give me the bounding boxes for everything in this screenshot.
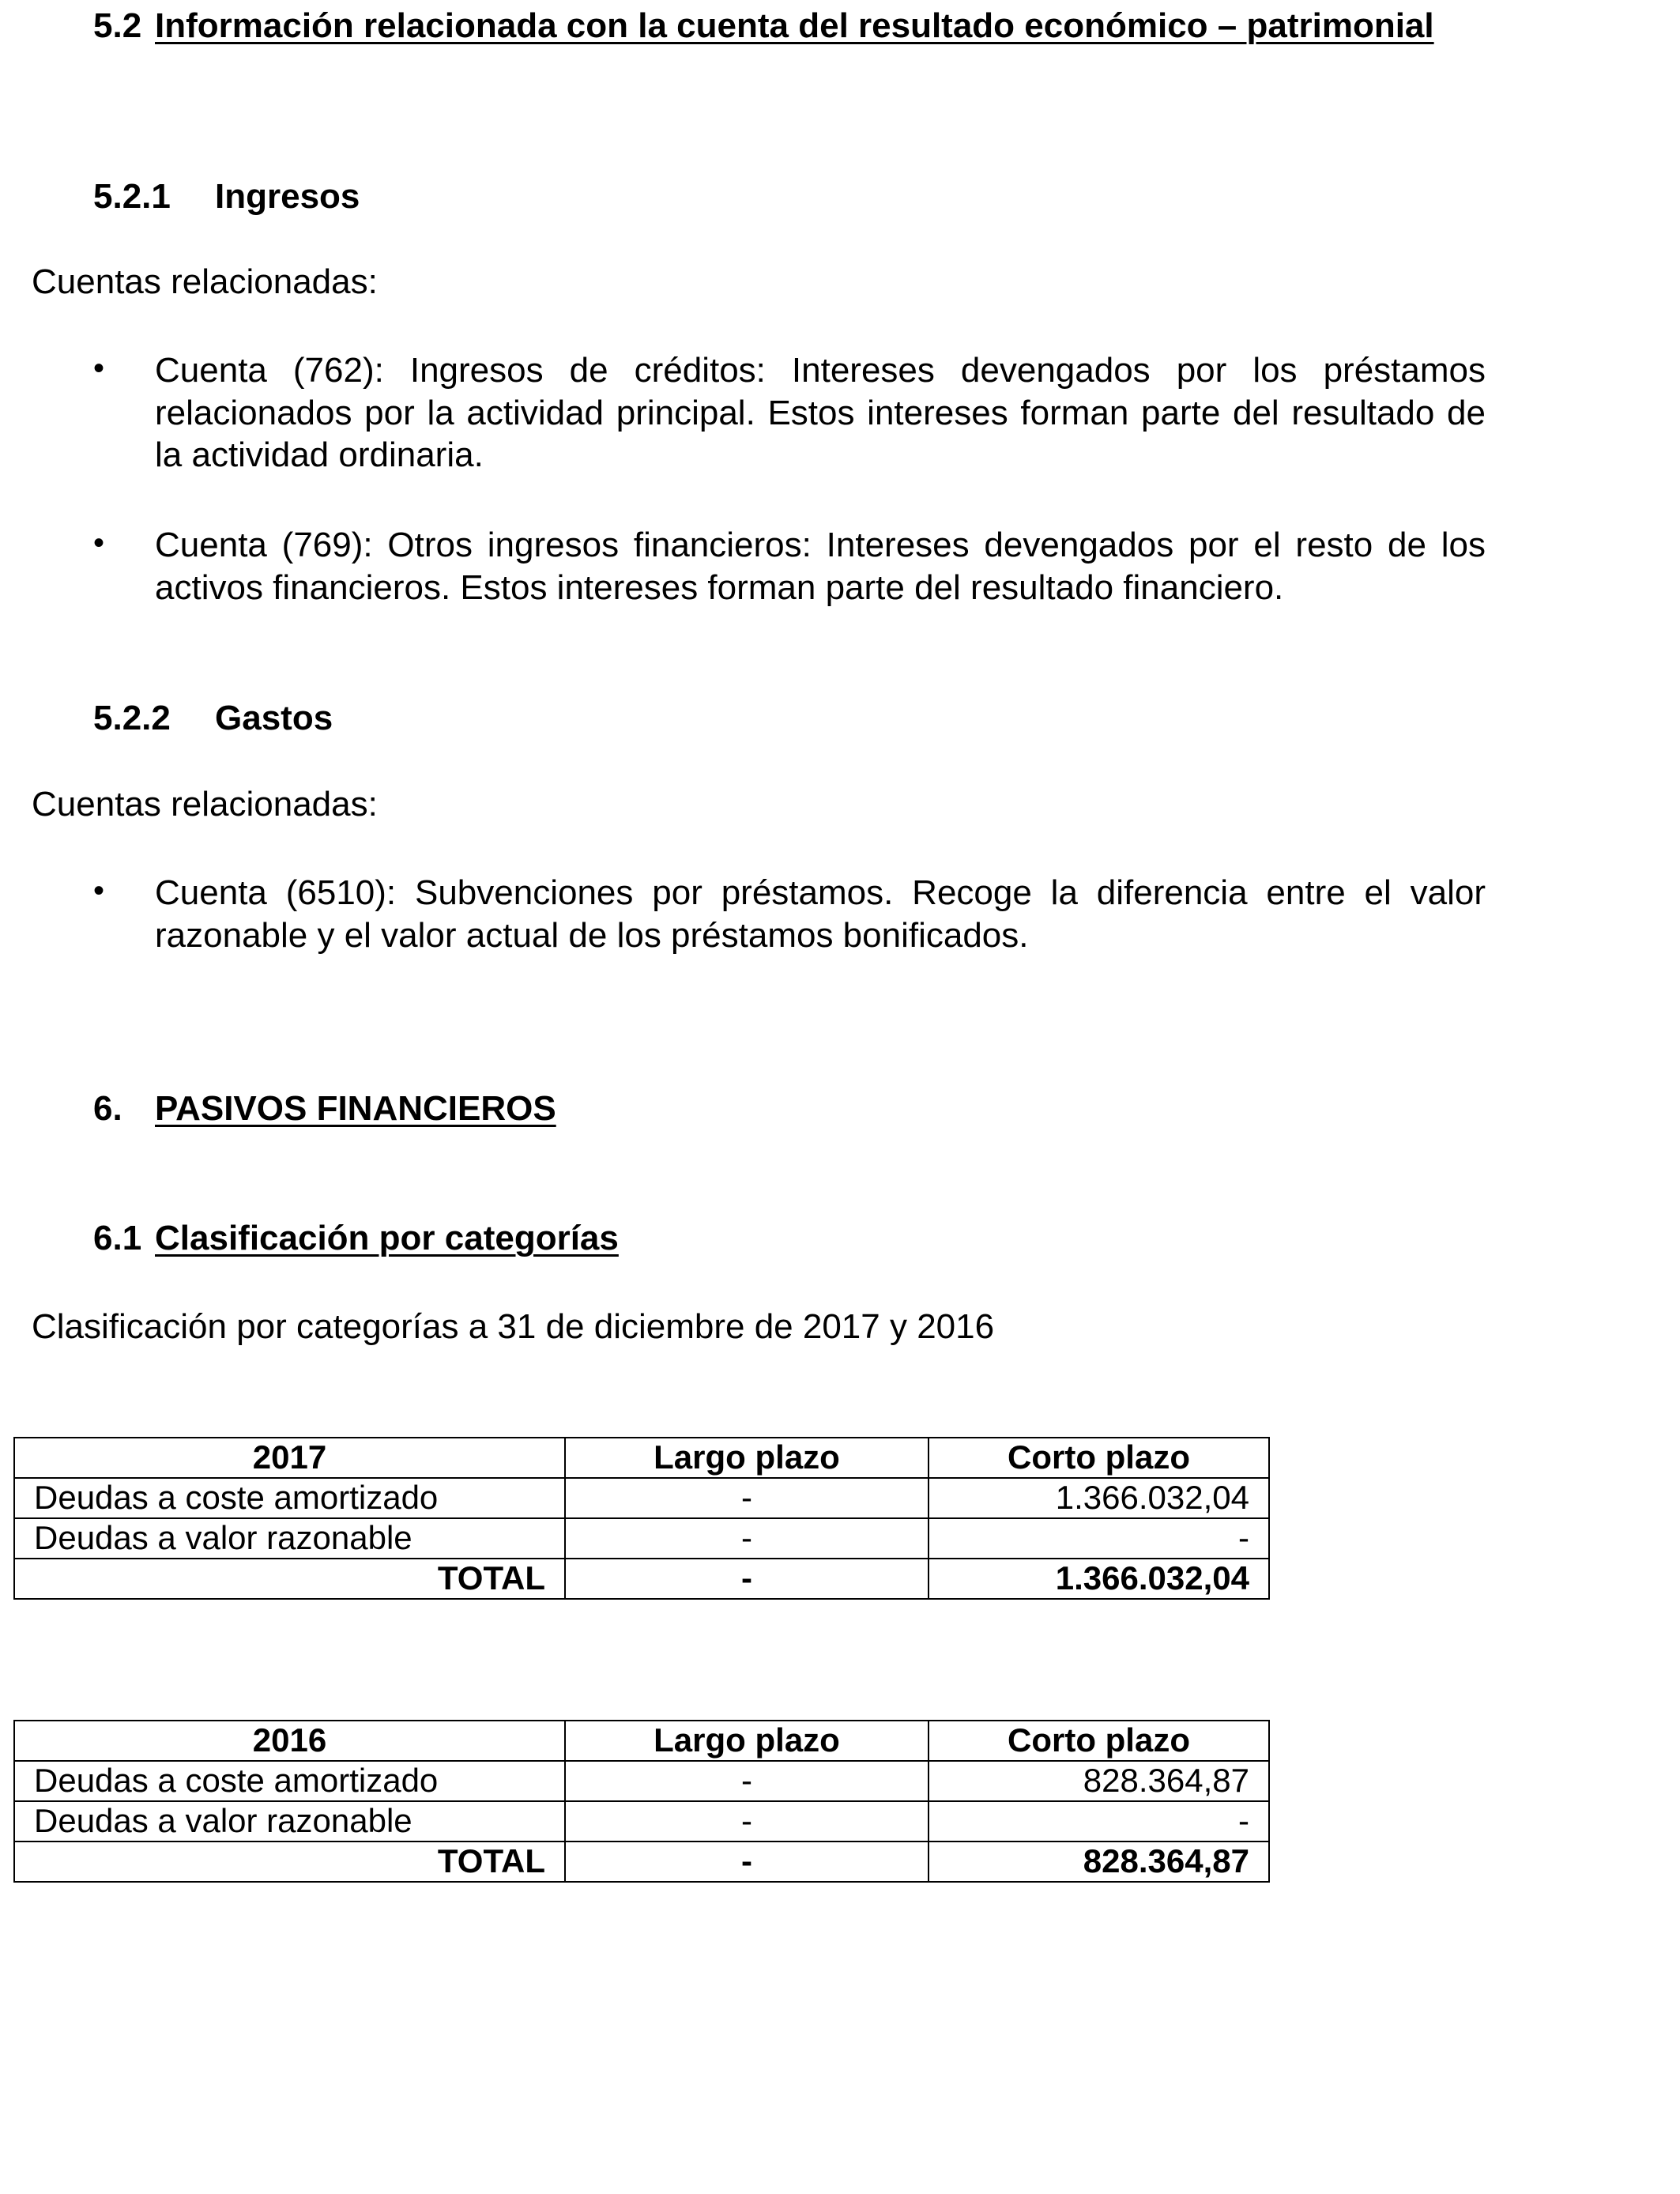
table-cell: Deudas a valor razonable	[14, 1801, 565, 1842]
list-item-text: Cuenta (762): Ingresos de créditos: Intereses devengados por los préstamos relacionados por la actividad principal. Estos intereses forman parte del resultado de la actividad ordinaria.	[155, 351, 1486, 475]
table-header-short-term: Corto plazo	[929, 1721, 1269, 1761]
section-5-2-heading	[93, 5, 1486, 47]
table-header-year: 2016	[14, 1721, 565, 1761]
related-accounts-label: Cuentas relacionadas:	[32, 785, 378, 824]
list-item	[93, 349, 1486, 477]
table-header-year: 2017	[14, 1438, 565, 1478]
table-cell: -	[565, 1518, 929, 1559]
subsection-title: Gastos	[215, 699, 333, 737]
bullet-icon: •	[93, 526, 105, 560]
table-header-short-term: Corto plazo	[929, 1438, 1269, 1478]
table-header-row	[14, 1438, 1269, 1478]
table-row	[14, 1478, 1269, 1518]
table-cell: -	[565, 1801, 929, 1842]
table-cell: 828.364,87	[929, 1842, 1269, 1882]
liabilities-table-2016	[13, 1720, 1270, 1883]
table-total-row	[14, 1842, 1269, 1882]
related-accounts-label: Cuentas relacionadas:	[32, 262, 378, 301]
list-item-text: Cuenta (6510): Subvenciones por préstamos. Recoge la diferencia entre el valor razonable y el valor actual de los préstamos bonificados.	[155, 873, 1486, 955]
table-cell: -	[929, 1518, 1269, 1559]
table-cell: -	[565, 1842, 929, 1882]
section-title: Información relacionada con la cuenta del resultado económico – patrimonial	[155, 6, 1434, 45]
table-cell: TOTAL	[14, 1842, 565, 1882]
table-cell: -	[929, 1801, 1269, 1842]
table-cell: 1.366.032,04	[929, 1559, 1269, 1599]
table-cell: Deudas a coste amortizado	[14, 1761, 565, 1801]
table-cell: 1.366.032,04	[929, 1478, 1269, 1518]
table-row	[14, 1518, 1269, 1559]
table-cell: -	[565, 1478, 929, 1518]
table-total-row	[14, 1559, 1269, 1599]
section-title: PASIVOS FINANCIEROS	[155, 1089, 556, 1128]
section-number: 6.	[93, 1089, 122, 1128]
subsection-number: 5.2.2	[93, 699, 171, 737]
bullet-icon: •	[93, 351, 105, 386]
list-item-text: Cuenta (769): Otros ingresos financieros: Intereses devengados por el resto de los activos financieros. Estos intereses forman parte del resultado financiero.	[155, 526, 1486, 607]
list-item	[93, 872, 1486, 956]
table-cell: 828.364,87	[929, 1761, 1269, 1801]
subsection-number: 5.2.1	[93, 177, 171, 216]
bullet-icon: •	[93, 873, 105, 908]
table-header-row	[14, 1721, 1269, 1761]
table-cell: TOTAL	[14, 1559, 565, 1599]
classification-intro: Clasificación por categorías a 31 de diciembre de 2017 y 2016	[32, 1307, 995, 1346]
section-title: Clasificación por categorías	[155, 1219, 619, 1257]
table-cell: Deudas a coste amortizado	[14, 1478, 565, 1518]
table-cell: -	[565, 1761, 929, 1801]
section-number: 5.2	[93, 6, 142, 45]
table-cell: -	[565, 1559, 929, 1599]
table-header-long-term: Largo plazo	[565, 1721, 929, 1761]
table-header-long-term: Largo plazo	[565, 1438, 929, 1478]
table-row	[14, 1801, 1269, 1842]
table-cell: Deudas a valor razonable	[14, 1518, 565, 1559]
liabilities-table-2017	[13, 1437, 1270, 1600]
table-row	[14, 1761, 1269, 1801]
list-item	[93, 524, 1486, 609]
section-number: 6.1	[93, 1219, 142, 1257]
subsection-title: Ingresos	[215, 177, 360, 216]
